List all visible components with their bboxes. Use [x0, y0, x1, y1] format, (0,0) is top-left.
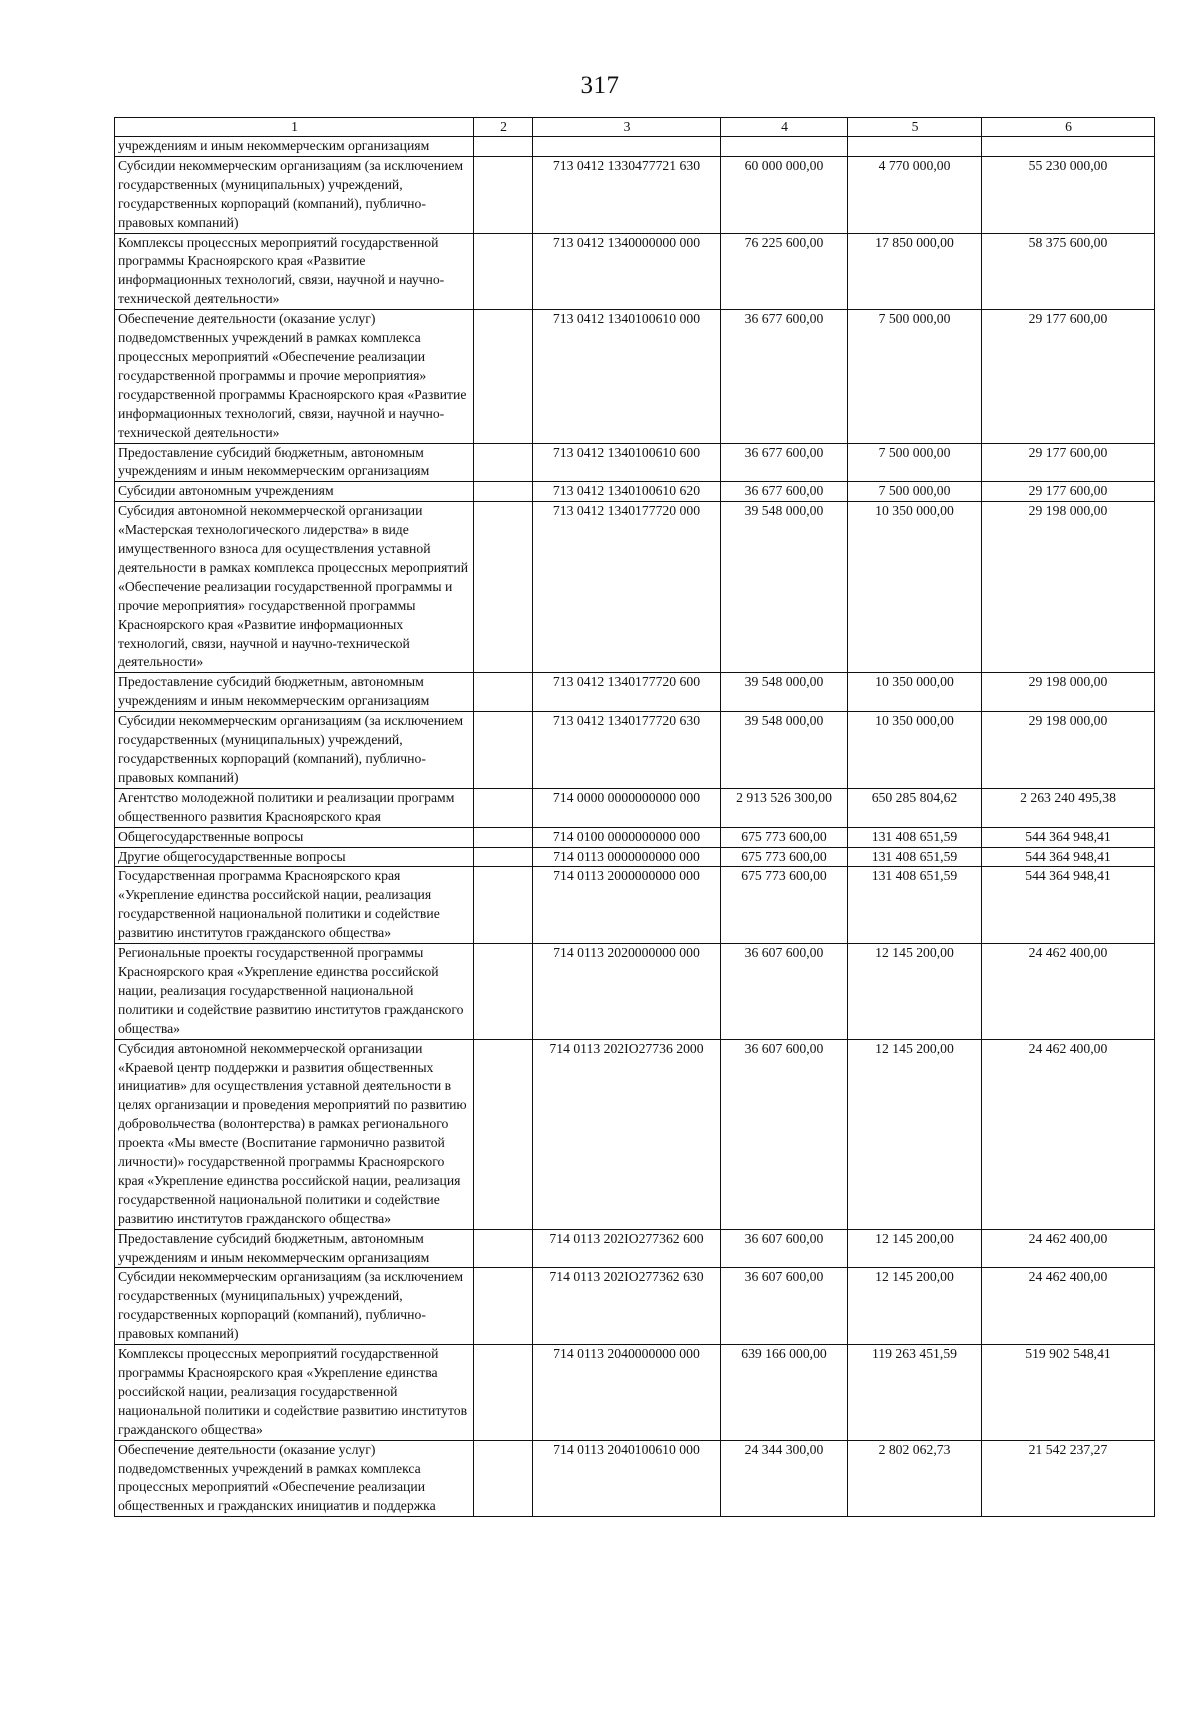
- row-amount-4: 36 677 600,00: [721, 310, 848, 443]
- row-col2: [474, 788, 533, 827]
- row-col2: [474, 847, 533, 867]
- row-amount-6: 29 198 000,00: [982, 673, 1155, 712]
- row-code: 713 0412 1340000000 000: [533, 233, 721, 310]
- row-col2: [474, 1039, 533, 1229]
- row-name: Обеспечение деятельности (оказание услуг) подведомственных учреждений в рамках комплекса процессных мероприятий «Обеспечение реализации общественных и гражданских инициатив и поддержка: [115, 1440, 474, 1517]
- table-row: [115, 310, 1155, 443]
- row-code: 713 0412 1340100610 000: [533, 310, 721, 443]
- row-amount-5: 12 145 200,00: [848, 1039, 982, 1229]
- table-row: [115, 712, 1155, 789]
- row-col2: [474, 1229, 533, 1268]
- row-amount-4: 675 773 600,00: [721, 827, 848, 847]
- row-code: 714 0113 2040100610 000: [533, 1440, 721, 1517]
- row-name: Комплексы процессных мероприятий государственной программы Красноярского края «Развитие информационных технологий, связи, научной и научно-технической деятельности»: [115, 233, 474, 310]
- row-amount-5: 17 850 000,00: [848, 233, 982, 310]
- row-amount-4: 675 773 600,00: [721, 847, 848, 867]
- row-code: 713 0412 1330477721 630: [533, 156, 721, 233]
- header-col-6: 6: [982, 118, 1155, 137]
- row-amount-6: 29 177 600,00: [982, 482, 1155, 502]
- row-amount-6: [982, 137, 1155, 157]
- row-amount-4: [721, 137, 848, 157]
- row-col2: [474, 827, 533, 847]
- row-amount-4: 2 913 526 300,00: [721, 788, 848, 827]
- row-col2: [474, 233, 533, 310]
- row-amount-5: 7 500 000,00: [848, 310, 982, 443]
- row-code: 714 0000 0000000000 000: [533, 788, 721, 827]
- table-row: [115, 1039, 1155, 1229]
- row-name: Субсидии некоммерческим организациям (за исключением государственных (муниципальных) учреждений, государственных корпораций (компаний), публично-правовых компаний): [115, 712, 474, 789]
- row-amount-6: 519 902 548,41: [982, 1345, 1155, 1441]
- row-amount-5: 7 500 000,00: [848, 443, 982, 482]
- row-code: 714 0113 0000000000 000: [533, 847, 721, 867]
- row-amount-4: 36 677 600,00: [721, 482, 848, 502]
- row-name: Другие общегосударственные вопросы: [115, 847, 474, 867]
- row-code: 714 0113 202IO277362 600: [533, 1229, 721, 1268]
- row-amount-5: 131 408 651,59: [848, 847, 982, 867]
- row-amount-6: 544 364 948,41: [982, 847, 1155, 867]
- row-amount-5: 131 408 651,59: [848, 867, 982, 944]
- table-row: [115, 502, 1155, 673]
- row-col2: [474, 1345, 533, 1441]
- table-row: [115, 1229, 1155, 1268]
- row-amount-6: 29 198 000,00: [982, 502, 1155, 673]
- header-col-2: 2: [474, 118, 533, 137]
- row-col2: [474, 1440, 533, 1517]
- row-amount-4: 60 000 000,00: [721, 156, 848, 233]
- table-body: [115, 137, 1155, 1517]
- row-code: 713 0412 1340177720 630: [533, 712, 721, 789]
- table-row: [115, 137, 1155, 157]
- row-code: 713 0412 1340177720 000: [533, 502, 721, 673]
- row-amount-5: 131 408 651,59: [848, 827, 982, 847]
- row-amount-5: 10 350 000,00: [848, 712, 982, 789]
- row-code: 713 0412 1340100610 600: [533, 443, 721, 482]
- table-row: [115, 847, 1155, 867]
- row-col2: [474, 310, 533, 443]
- row-col2: [474, 867, 533, 944]
- row-amount-4: 675 773 600,00: [721, 867, 848, 944]
- row-amount-6: 29 177 600,00: [982, 443, 1155, 482]
- row-amount-5: 12 145 200,00: [848, 944, 982, 1040]
- table-row: [115, 1345, 1155, 1441]
- row-name: Комплексы процессных мероприятий государственной программы Красноярского края «Укрепление единства российской нации, реализация государственной национальной политики и содействие развитию институтов гражданского общества»: [115, 1345, 474, 1441]
- row-name: Субсидия автономной некоммерческой организации «Мастерская технологического лидерства» в виде имущественного взноса для осуществления уставной деятельности в рамках комплекса процессных мероприятий «Обеспечение реализации государственной программы и прочие мероприятия» государственной программы Красноярского края «Развитие информационных технологий, связи, научной и научно-технической деятельности»: [115, 502, 474, 673]
- row-code: 714 0100 0000000000 000: [533, 827, 721, 847]
- row-name: Общегосударственные вопросы: [115, 827, 474, 847]
- row-col2: [474, 137, 533, 157]
- row-amount-6: 58 375 600,00: [982, 233, 1155, 310]
- row-amount-4: 36 677 600,00: [721, 443, 848, 482]
- row-amount-4: 24 344 300,00: [721, 1440, 848, 1517]
- row-col2: [474, 712, 533, 789]
- row-code: 714 0113 2040000000 000: [533, 1345, 721, 1441]
- page-number: 317: [580, 72, 620, 99]
- row-amount-4: 36 607 600,00: [721, 1039, 848, 1229]
- row-col2: [474, 944, 533, 1040]
- row-name: Субсидии некоммерческим организациям (за исключением государственных (муниципальных) учреждений, государственных корпораций (компаний), публично-правовых компаний): [115, 1268, 474, 1345]
- budget-table: [114, 117, 1155, 1517]
- row-name: Государственная программа Красноярского края «Укрепление единства российской нации, реализация государственной национальной политики и содействие развитию институтов гражданского общества»: [115, 867, 474, 944]
- row-amount-4: 76 225 600,00: [721, 233, 848, 310]
- row-amount-5: 12 145 200,00: [848, 1268, 982, 1345]
- row-col2: [474, 673, 533, 712]
- row-amount-5: 119 263 451,59: [848, 1345, 982, 1441]
- row-col2: [474, 502, 533, 673]
- table-row: [115, 1268, 1155, 1345]
- row-col2: [474, 482, 533, 502]
- row-amount-6: 21 542 237,27: [982, 1440, 1155, 1517]
- table-row: [115, 156, 1155, 233]
- row-name: Субсидии автономным учреждениям: [115, 482, 474, 502]
- row-name: Субсидии некоммерческим организациям (за исключением государственных (муниципальных) учреждений, государственных корпораций (компаний), публично-правовых компаний): [115, 156, 474, 233]
- row-col2: [474, 156, 533, 233]
- row-col2: [474, 443, 533, 482]
- row-amount-5: 2 802 062,73: [848, 1440, 982, 1517]
- row-name: Субсидия автономной некоммерческой организации «Краевой центр поддержки и развития общественных инициатив» для осуществления уставной деятельности в целях организации и проведения мероприятий по развитию добровольчества (волонтерства) в рамках регионального проекта «Мы вместе (Воспитание гармонично развитой личности)» государственной программы Красноярского края «Укрепление единства российской нации, реализация государственной национальной политики и содействие развитию институтов гражданского общества»: [115, 1039, 474, 1229]
- row-amount-6: 544 364 948,41: [982, 827, 1155, 847]
- row-amount-6: 2 263 240 495,38: [982, 788, 1155, 827]
- row-code: 714 0113 202IO277362 630: [533, 1268, 721, 1345]
- row-amount-5: 10 350 000,00: [848, 502, 982, 673]
- table-row: [115, 788, 1155, 827]
- row-amount-4: 36 607 600,00: [721, 944, 848, 1040]
- header-row: [115, 118, 1155, 137]
- row-amount-4: 39 548 000,00: [721, 673, 848, 712]
- row-code: 714 0113 202IO27736 2000: [533, 1039, 721, 1229]
- row-amount-5: 7 500 000,00: [848, 482, 982, 502]
- table-row: [115, 673, 1155, 712]
- row-amount-6: 29 198 000,00: [982, 712, 1155, 789]
- row-name: Предоставление субсидий бюджетным, автономным учреждениям и иным некоммерческим организациям: [115, 443, 474, 482]
- header-col-3: 3: [533, 118, 721, 137]
- row-col2: [474, 1268, 533, 1345]
- row-amount-5: [848, 137, 982, 157]
- row-amount-5: 12 145 200,00: [848, 1229, 982, 1268]
- row-amount-6: 544 364 948,41: [982, 867, 1155, 944]
- row-amount-4: 39 548 000,00: [721, 712, 848, 789]
- row-code: [533, 137, 721, 157]
- table-row: [115, 827, 1155, 847]
- row-amount-5: 10 350 000,00: [848, 673, 982, 712]
- row-amount-4: 36 607 600,00: [721, 1268, 848, 1345]
- row-amount-5: 650 285 804,62: [848, 788, 982, 827]
- table-row: [115, 482, 1155, 502]
- row-code: 713 0412 1340177720 600: [533, 673, 721, 712]
- header-col-4: 4: [721, 118, 848, 137]
- header-col-1: 1: [115, 118, 474, 137]
- table-row: [115, 1440, 1155, 1517]
- header-col-5: 5: [848, 118, 982, 137]
- row-amount-4: 39 548 000,00: [721, 502, 848, 673]
- table-row: [115, 233, 1155, 310]
- row-code: 713 0412 1340100610 620: [533, 482, 721, 502]
- table-row: [115, 944, 1155, 1040]
- table-header: [115, 118, 1155, 137]
- row-name: Обеспечение деятельности (оказание услуг) подведомственных учреждений в рамках комплекса процессных мероприятий «Обеспечение реализации государственной программы и прочие мероприятия» государственной программы Красноярского края «Развитие информационных технологий, связи, научной и научно-технической деятельности»: [115, 310, 474, 443]
- row-name: учреждениям и иным некоммерческим организациям: [115, 137, 474, 157]
- row-amount-6: 24 462 400,00: [982, 1229, 1155, 1268]
- table-row: [115, 443, 1155, 482]
- row-amount-6: 24 462 400,00: [982, 1039, 1155, 1229]
- row-name: Предоставление субсидий бюджетным, автономным учреждениям и иным некоммерческим организациям: [115, 673, 474, 712]
- row-amount-6: 29 177 600,00: [982, 310, 1155, 443]
- row-amount-5: 4 770 000,00: [848, 156, 982, 233]
- row-name: Агентство молодежной политики и реализации программ общественного развития Красноярского края: [115, 788, 474, 827]
- row-name: Предоставление субсидий бюджетным, автономным учреждениям и иным некоммерческим организациям: [115, 1229, 474, 1268]
- row-code: 714 0113 2000000000 000: [533, 867, 721, 944]
- table-row: [115, 867, 1155, 944]
- row-code: 714 0113 2020000000 000: [533, 944, 721, 1040]
- row-amount-6: 24 462 400,00: [982, 1268, 1155, 1345]
- row-amount-4: 36 607 600,00: [721, 1229, 848, 1268]
- row-amount-6: 24 462 400,00: [982, 944, 1155, 1040]
- row-amount-4: 639 166 000,00: [721, 1345, 848, 1441]
- row-name: Региональные проекты государственной программы Красноярского края «Укрепление единства российской нации, реализация государственной национальной политики и содействие развитию институтов гражданского общества»: [115, 944, 474, 1040]
- row-amount-6: 55 230 000,00: [982, 156, 1155, 233]
